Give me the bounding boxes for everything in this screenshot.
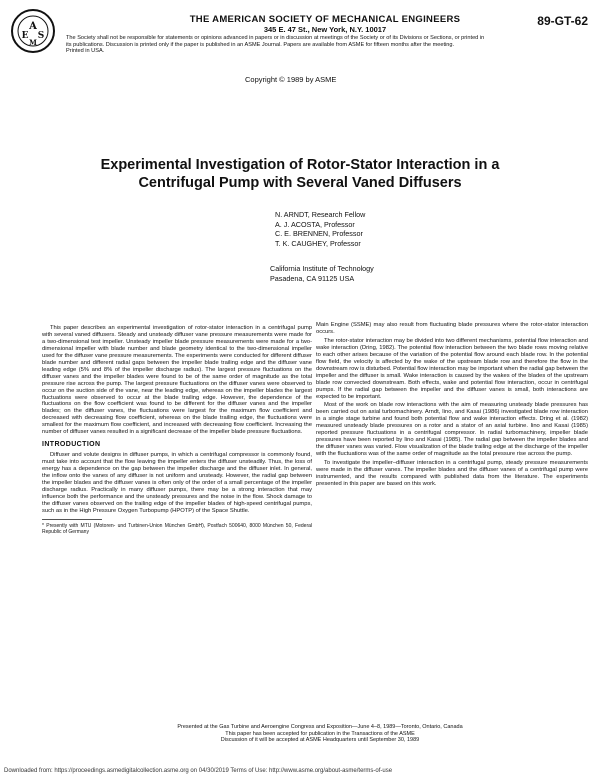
paper-title <box>0 156 600 192</box>
copyright-line: Copyright © 1989 by ASME <box>245 75 337 84</box>
footer-line-1: Presented at the Gas Turbine and Aeroengine Congress and Exposition—June 4–8, 1989—Toronto, Ontario, Canada <box>177 724 463 730</box>
author-name: T. K. CAUGHEY, <box>275 238 328 248</box>
footer-line-3: Discussion of it will be accepted at ASME Headquarters until September 30, 1989 <box>220 737 420 744</box>
svg-text:M: M <box>29 38 37 47</box>
author-name: C. E. BRENNEN, <box>275 229 331 239</box>
footnote: * Presently with MTU (Motoren- und Turbinen-Union München GmbH), Postfach 500640, 8000 München 50, Federal Republic of Germany <box>42 522 312 535</box>
body-paragraph: To investigate the impeller–diffuser interaction in a centrifugal pump, steady pressure measurements were made in the diffuser vanes. The impeller blades and the diffuser vanes of a centrifugal pump were instrumented, and the results compared with published data from the literature. The experiments presented in this paper are based on this work. <box>316 460 588 487</box>
author-role: Professor <box>324 219 355 229</box>
body-paragraph: Main Engine (SSME) may also result from fluctuating blade pressures where the rotor-stator interaction occurs. <box>316 322 588 335</box>
affiliation-line-1: California Institute of Technology <box>270 264 374 273</box>
title-line-1: Experimental Investigation of Rotor-Stator Interaction in a <box>100 157 500 173</box>
author-4 <box>275 239 365 249</box>
title-line-2: Centrifugal Pump with Several Vaned Diffusers <box>138 175 462 191</box>
body-paragraph: The rotor-stator interaction may be divided into two different mechanisms, potential flow interaction and wake interaction (Dring, 1982). The potential flow interaction between the two blade rows moving relative to each other arises because of the variation of the potential flow around each blade row. In the potential flow field, the velocity is affected by the wake of the upstream blade row and therefore the flow in the downstream row is disturbed. Potential flow interaction may be important when the radial gap between the impeller and the diffuser is small. Wake interaction is caused by the wakes of the blades of the upstream blade row convected downstream. Both effects, wake and potential flow interaction, occur in centrifugal pumps. If the radial gap between the impeller and the diffuser vanes is small, both interactions are expected to be important. <box>316 337 588 400</box>
conference-footer <box>90 724 550 744</box>
author-role: Research Fellow <box>311 210 366 219</box>
introduction-heading: INTRODUCTION <box>42 441 101 449</box>
author-1 <box>275 210 365 220</box>
asme-emblem-icon <box>10 8 56 54</box>
paper-number: 89-GT-62 <box>537 14 588 28</box>
asme-logo <box>10 8 56 54</box>
footnote-divider <box>42 519 102 520</box>
body-paragraph: Most of the work on blade row interactions with the aim of measuring unsteady blade pressures has been carried out on axial turbomachinery. Arndt, Iino, and Kasai (1986) investigated blade row interaction in a single stage turbine and found both potential flow and wake interaction effects. Dring et al. (1982) measured unsteady blade pressures on a rotor and a stator of an axial turbine. Iino and Kasai (1985) reported pressure fluctuations in a centrifugal compressor. In radial turbomachinery, impeller blade pressures have been reported by Iino and Kasai (1985). The radial gap between the impeller blades and the diffuser vanes was varied. Flow visualization of the blade trailing edge at the discharge of the impeller with the fluctuations was of the same order of magnitude as the total pressure rise across the pump. <box>316 402 588 458</box>
author-role: Professor <box>332 229 363 239</box>
svg-text:A: A <box>29 21 37 32</box>
printed-in: Printed in USA. <box>66 48 105 54</box>
introduction-paragraph: Diffuser and volute designs in diffuser pumps, in which a centrifugal compressor is commonly found, must take into account that the flow leaving the impeller enters the diffuser unsteadily. Thus, the loss of energy has a dependence on the gap between the impeller discharge and the diffuser inlet. In general, the inflow onto the vanes of any diffuser is not uniform and unsteady. However, the radial gap between the impeller blades and the diffuser vanes is often only of the order of a small percentage of the impeller discharge radius. Practically in many diffuser pumps, there may be a strong interaction that may influence both the performance and the unsteady pressures and the noise in the flow. Shock damage to the diffuser vanes observed on the trailing edge of the impeller blades of high-speed centrifugal pumps, such as in the High Pressure Oxygen Turbopump (HPOTP) of the Space Shuttle. <box>42 452 312 514</box>
society-address: 345 E. 47 St., New York, N.Y. 10017 <box>263 25 387 34</box>
affiliation-line-2: Pasadena, CA 91125 USA <box>270 273 355 283</box>
author-3 <box>275 229 365 239</box>
notice-text: The Society shall not be responsible for statements or opinions advanced in papers or in discussion at meetings of the Society or of its Divisions or Sections, or printed in its publications. Discussion is printed only if the paper is published in an ASME Journal. Papers are available from ASME for fifteen months after the meeting. <box>66 35 485 48</box>
author-name: A. J. ACOSTA, <box>275 219 322 229</box>
download-note: Downloaded from: https://proceedings.asmedigitalcollection.asme.org on 04/30/2019 Terms of Use: http://www.asme.org/about-asme/terms-of-use <box>4 768 393 774</box>
author-name: N. ARNDT, <box>275 210 310 219</box>
right-column <box>316 322 588 490</box>
author-2 <box>275 220 365 230</box>
responsibility-notice <box>66 35 486 55</box>
footer-line-2: This paper has been accepted for publication in the Transactions of the ASME <box>225 730 415 737</box>
author-role: Professor <box>330 238 361 248</box>
svg-text:E: E <box>21 31 29 41</box>
left-column <box>42 325 312 535</box>
svg-text:S: S <box>37 31 45 41</box>
society-name: THE AMERICAN SOCIETY OF MECHANICAL ENGINEERS <box>189 14 461 25</box>
abstract-paragraph: This paper describes an experimental investigation of rotor-stator interaction in a centrifugal pump with several vaned diffusers. Steady and unsteady diffuser vane pressure measurements were made for a two-dimensional test impeller. Unsteady impeller blade pressure measurements were made for a two-dimensional impeller with blade number and blade geometry identical to the two-dimensional impeller used for the diffuser vane pressure measurements. The experiments were conducted for different diffuser blade number and different radial gaps between the impeller blade trailing edge and the diffuser vane leading edge (5% and 8% of the impeller discharge radius). The largest pressure fluctuations on the diffuser vanes and the impeller blades were found to be of the same order of magnitude as the total pressure rise across the pump. The largest pressure fluctuations on the diffuser vanes were observed to occur on the suction side of the vane, near the leading edge, whereas on the impeller blades the largest fluctuations were observed to occur at the blade trailing edge. However, the dependence of the fluctuations on the flow coefficient was found to be different for the diffuser vanes and the impeller blades; on the diffuser vanes, the fluctuations were largest for the maximum flow coefficient and decreased with decreasing flow coefficient, whereas on the blade trailing edge, the fluctuations were smallest for the maximum flow coefficient, and increased with decreasing flow coefficient. Increasing the number of diffuser vanes resulted in a significant decrease of the impeller blade pressure fluctuations. <box>42 325 312 436</box>
author-list <box>275 210 365 248</box>
affiliation <box>270 264 374 283</box>
